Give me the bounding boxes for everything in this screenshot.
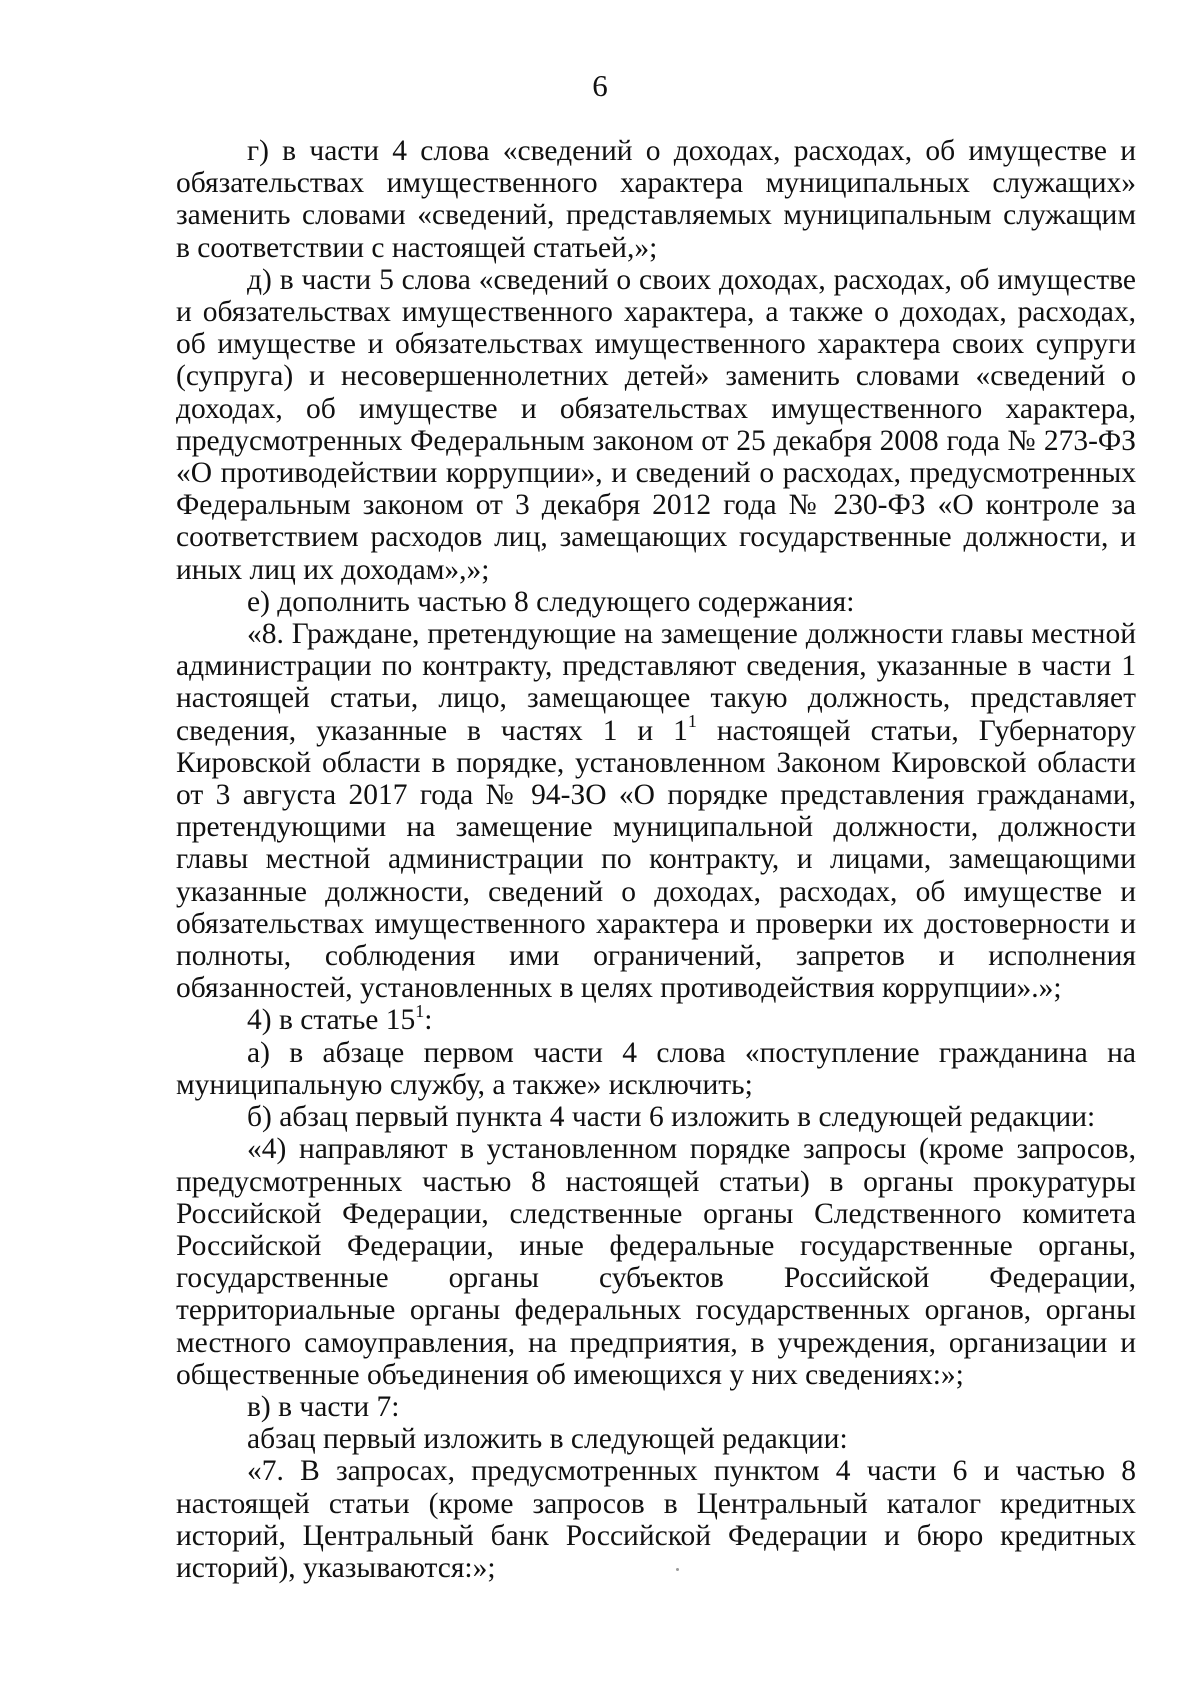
paragraph-a: а) в абзаце первом части 4 слова «поступление гражданина на муниципальную службу, а также» исключить;	[176, 1036, 1136, 1101]
scan-speck	[676, 1568, 679, 1571]
superscript: 1	[687, 710, 697, 731]
paragraph-part-8: «8. Граждане, претендующие на замещение должности главы местной администрации по контракту, представляют сведения, указанные в части 1 настоящей статьи, лицо, замещающее такую должность, представляет сведения, указанные в частях 1 и $1^1$ настоящей статьи, Губернатору Кировской области в порядке, установленном Законом Кировской области от 3 августа 2017 года № 94-ЗО «О порядке представления гражданами, претендующими на замещение муниципальной должности, должности главы местной администрации по контракту, и лицами, замещающими указанные должности, сведений о доходах, расходах, об имуществе и обязательствах имущественного характера и проверки их достоверности и полноты, соблюдения ими ограничений, запретов и исполнения обязанностей, установленных в целях противодействия коррупции».»;	[176, 618, 1136, 1005]
paragraph-v: в) в части 7:	[247, 1390, 400, 1423]
paragraph-b: б) абзац первый пункта 4 части 6 изложить в следующей редакции:	[247, 1101, 1096, 1134]
paragraph-d: д) в части 5 слова «сведений о своих доходах, расходах, об имуществе и обязательствах имущественного характера, а также о доходах, расходах, об имуществе и обязательствах имущественного характера своих супруги (супруга) и несовершеннолетних детей» заменить словами «сведений о доходах, об имуществе и обязательствах имущественного характера, предусмотренных Федеральным законом от 25 декабря 2008 года № 273-ФЗ «О противодействии коррупции», и сведений о расходах, предусмотренных Федеральным законом от 3 декабря 2012 года № 230-ФЗ «О контроле за соответствием расходов лиц, замещающих государственные должности, и иных лиц их доходам»,»;	[176, 263, 1136, 586]
paragraph-quote-4: «4) направляют в установленном порядке запросы (кроме запросов, предусмотренных частью 8 настоящей статьи) в органы прокуратуры Российской Федерации, следственные органы Следственного комитета Российской Федерации, иные федеральные государственные органы, государственные органы субъектов Российской Федерации, территориальные органы федеральных государственных органов, органы местного самоуправления, на предприятия, в учреждения, организации и общественные объединения об имеющихся у них сведениях:»;	[176, 1133, 1136, 1391]
paragraph-item-4: 4) в статье $15^1$:	[247, 1000, 433, 1037]
paragraph-g: г) в части 4 слова «сведений о доходах, расходах, об имуществе и обязательствах имущественного характера муниципальных служащих» заменить словами «сведений, представляемых муниципальным служащим в соответствии с настоящей статьей,»;	[176, 135, 1136, 264]
paragraph-quote-7: «7. В запросах, предусмотренных пунктом 4 части 6 и частью 8 настоящей статьи (кроме запросов в Центральный каталог кредитных историй, Центральный банк Российской Федерации и бюро кредитных историй), указываются:»;	[176, 1455, 1136, 1584]
superscript: 1	[415, 1000, 425, 1021]
page-number: 6	[592, 68, 608, 103]
document-body	[176, 135, 1136, 1584]
paragraph-first-abzac: абзац первый изложить в следующей редакции:	[247, 1423, 848, 1456]
paragraph-e: е) дополнить частью 8 следующего содержания:	[247, 585, 855, 618]
